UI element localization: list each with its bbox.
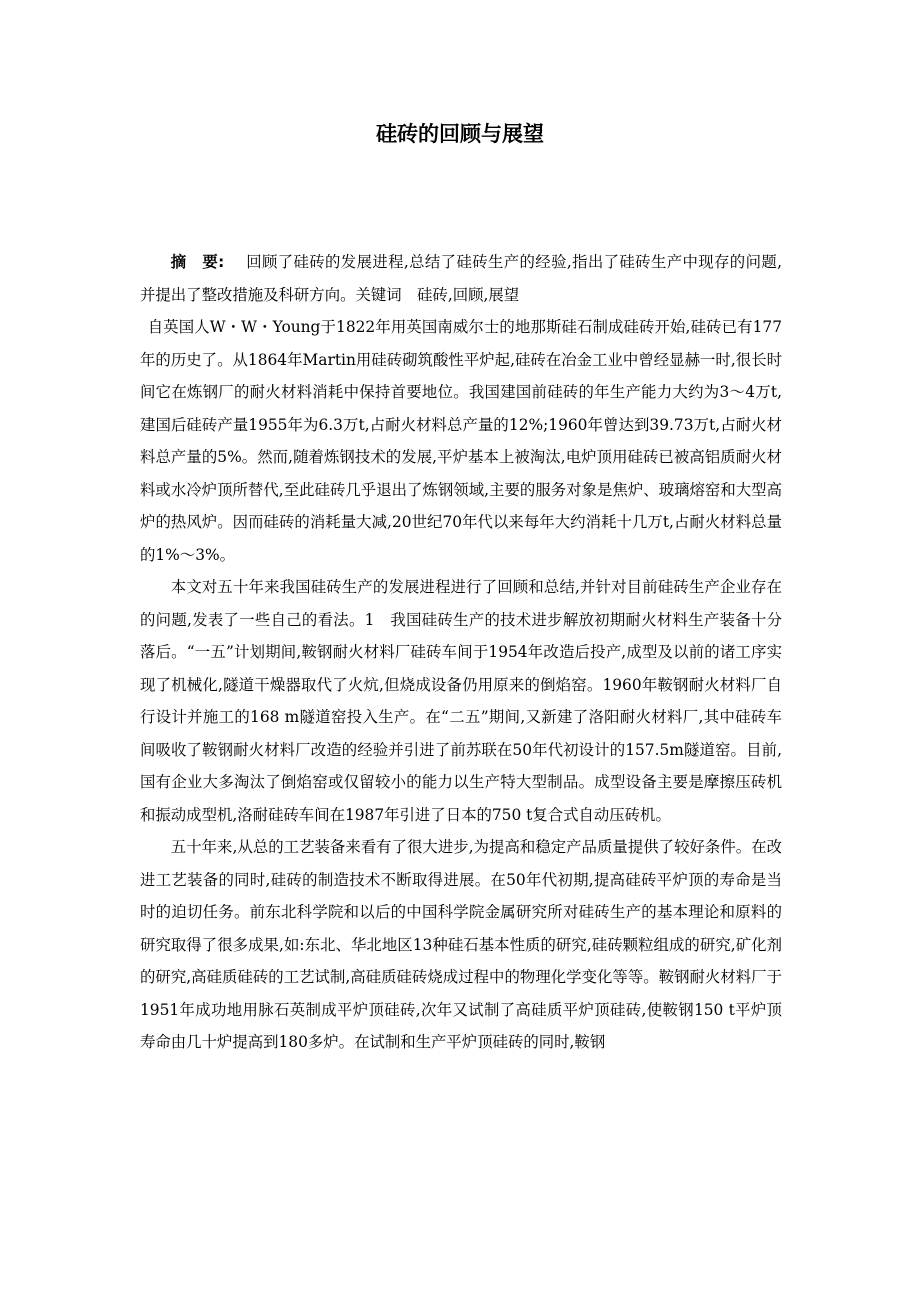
body-paragraph-3: 五十年来,从总的工艺装备来看有了很大进步,为提高和稳定产品质量提供了较好条件。在改进工艺装备的同时,硅砖的制造技术不断取得进展。在50年代初期,提高硅砖平炉顶的寿命是当时的迫切任务。前东北科学院和以后的中国科学院金属研究所对硅砖生产的基本理论和原料的研究取得了很多成果,如:东北、华北地区13种硅石基本性质的研究,硅砖颗粒组成的研究,矿化剂的研究,高硅质硅砖的工艺试制,高硅质硅砖烧成过程中的物理化学变化等等。鞍钢耐火材料厂于1951年成功地用脉石英制成平炉顶硅砖,次年又试制了高硅质平炉顶硅砖,使鞍钢150 t平炉顶寿命由几十炉提高到180多炉。在试制和生产平炉顶硅砖的同时,鞍钢 — [140, 838, 782, 1051]
abstract-paragraph — [140, 246, 782, 311]
document-title: 硅砖的回顾与展望 — [376, 122, 544, 146]
abstract-label: 摘 要: — [170, 253, 225, 271]
document-body — [140, 246, 782, 1059]
body-paragraph-2: 本文对五十年来我国硅砖生产的发展进程进行了回顾和总结,并针对目前硅砖生产企业存在的问题,发表了一些自己的看法。1 我国硅砖生产的技术进步解放初期耐火材料生产装备十分落后。“一五”计划期间,鞍钢耐火材料厂硅砖车间于1954年改造后投产,成型及以前的诸工序实现了机械化,隧道干燥器取代了火炕,但烧成设备仍用原来的倒焰窑。1960年鞍钢耐火材料厂自行设计并施工的168 m隧道窑投入生产。在“二五”期间,又新建了洛阳耐火材料厂,其中硅砖车间吸收了鞍钢耐火材料厂改造的经验并引进了前苏联在50年代初设计的157.5m隧道窑。目前,国有企业大多淘汰了倒焰窑或仅留较小的能力以生产特大型制品。成型设备主要是摩擦压砖机和振动成型机,洛耐硅砖车间在1987年引进了日本的750 t复合式自动压砖机。 — [140, 578, 782, 824]
body-paragraph-1: 自英国人W・W・Young于1822年用英国南威尔士的地那斯硅石制成硅砖开始,硅砖已有177年的历史了。从1864年Martin用硅砖砌筑酸性平炉起,硅砖在冶金工业中曾经显赫一时,很长时间它在炼钢厂的耐火材料消耗中保持首要地位。我国建国前硅砖的年生产能力大约为3～4万t,建国后硅砖产量1955年为6.3万t,占耐火材料总产量的12%;1960年曾达到39.73万t,占耐火材料总产量的5%。然而,随着炼钢技术的发展,平炉基本上被淘汰,电炉顶用硅砖已被高铝质耐火材料或水冷炉顶所替代,至此硅砖几乎退出了炼钢领域,主要的服务对象是焦炉、玻璃熔窑和大型高炉的热风炉。因而硅砖的消耗量大减,20世纪70年代以来每年大约消耗十几万t,占耐火材料总量的1%～3%。 — [140, 318, 782, 564]
abstract-text: 回顾了硅砖的发展进程,总结了硅砖生产的经验,指出了硅砖生产中现存的问题,并提出了整改措施及科研方向。关键词 硅砖,回顾,展望 — [140, 253, 782, 304]
